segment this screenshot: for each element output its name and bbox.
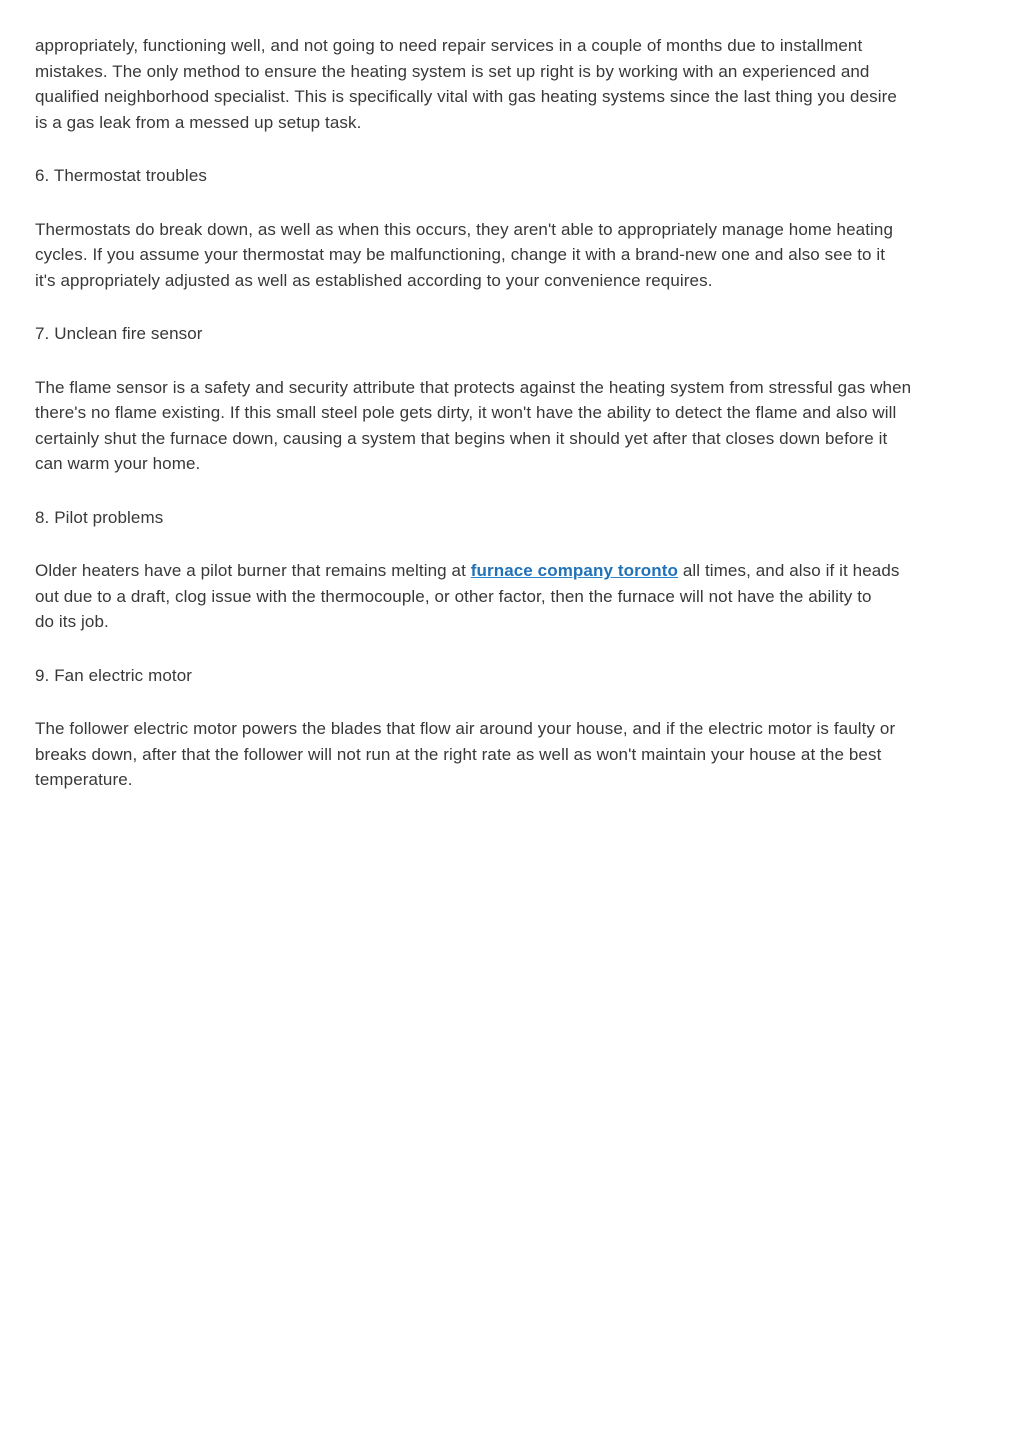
text-line: The follower electric motor powers the blades that flow air around your house, and if the electric motor is faulty or	[35, 719, 896, 738]
text-line: temperature.	[35, 770, 133, 789]
text-line: The flame sensor is a safety and security attribute that protects against the heating system from stressful gas when	[35, 377, 912, 397]
section-paragraph	[35, 375, 994, 477]
section-paragraph	[35, 716, 994, 793]
section-heading-thermostat-troubles: 6. Thermostat troubles	[35, 166, 207, 185]
text-line: appropriately, functioning well, and not going to need repair services in a couple of months due to installment	[35, 36, 863, 55]
text-line: certainly shut the furnace down, causing a system that begins when it should yet after that closes down before it	[35, 428, 888, 448]
section-heading-fan-electric-motor: 9. Fan electric motor	[35, 665, 193, 685]
text-line: out due to a draft, clog issue with the thermocouple, or other factor, then the furnace will not have the ability to	[35, 586, 872, 606]
link-line-before: Older heaters have a pilot burner that remains melting at	[35, 561, 471, 580]
text-line: Thermostats do break down, as well as when this occurs, they aren't able to appropriately manage home heating	[35, 219, 894, 239]
text-line: can warm your home.	[35, 454, 201, 473]
text-line: cycles. If you assume your thermostat may be malfunctioning, change it with a brand-new one and also see to it	[35, 245, 886, 264]
link-line-after: all times, and also if it heads	[678, 561, 900, 580]
intro-paragraph	[35, 33, 994, 135]
text-line: do its job.	[35, 612, 109, 631]
text-line: is a gas leak from a messed up setup task.	[35, 112, 362, 132]
section-paragraph	[35, 217, 994, 294]
section-paragraph	[35, 558, 994, 635]
text-line: there's no flame existing. If this small steel pole gets dirty, it won't have the ability to detect the flame and also will	[35, 403, 897, 422]
text-line: mistakes. The only method to ensure the heating system is set up right is by working with an experienced and	[35, 61, 870, 81]
furnace-company-toronto-link[interactable]: furnace company toronto	[470, 561, 679, 580]
text-line: qualified neighborhood specialist. This is specifically vital with gas heating systems since the last thing you desire	[35, 87, 897, 106]
text-line: breaks down, after that the follower will not run at the right rate as well as won't maintain your house at the best	[35, 744, 882, 764]
section-heading-unclean-fire-sensor: 7. Unclean fire sensor	[35, 324, 203, 343]
text-line: it's appropriately adjusted as well as established according to your convenience requires.	[35, 270, 713, 290]
section-heading-pilot-problems: 8. Pilot problems	[35, 507, 164, 527]
text-line-with-link	[35, 558, 994, 584]
